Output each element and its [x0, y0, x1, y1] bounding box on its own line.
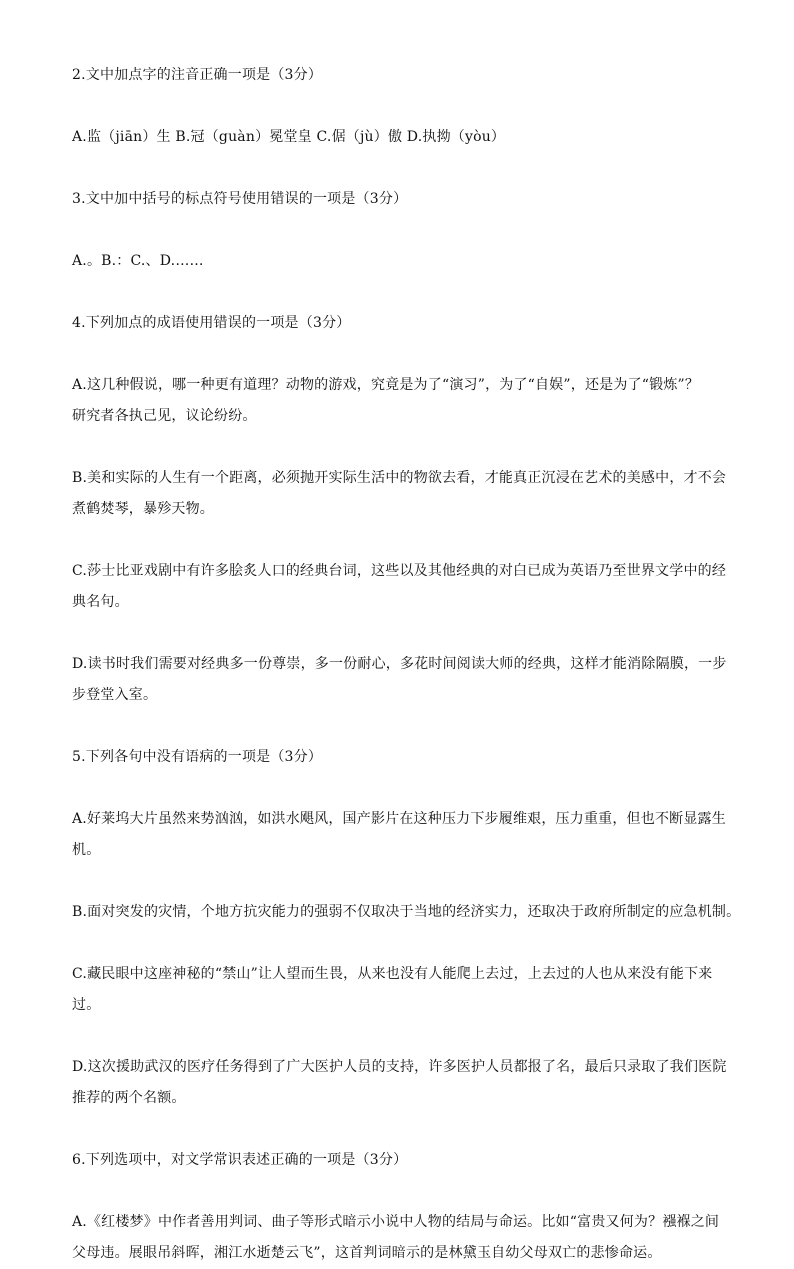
question-3-stem: 3.文中加中括号的标点符号使用错误的一项是（3分） — [72, 191, 408, 207]
spacer — [72, 711, 734, 742]
question-4-option-d-line-1: D.读书时我们需要对经典多一份尊崇，多一份耐心，多花时间阅读大师的经典，这样才能消除隔膜，一步 — [72, 656, 727, 672]
spacer — [72, 1114, 734, 1145]
question-5-option-c-line-2: 过。 — [72, 997, 101, 1013]
question-4-option-b-line-2: 煮鹤焚琴，暴殄天物。 — [72, 501, 214, 517]
question-4-option-c-line-2: 典名句。 — [72, 594, 129, 610]
spacer — [72, 773, 734, 804]
spacer — [72, 1021, 734, 1052]
spacer — [72, 91, 734, 122]
spacer — [72, 525, 734, 556]
question-6-stem: 6.下列选项中，对文学常识表述正确的一项是（3分） — [72, 1152, 408, 1168]
question-5-option-c-line-1: C.藏民眼中这座神秘的“禁山”让人望而生畏，从来也没有人能爬上去过，上去过的人也从来没有能下来 — [72, 966, 713, 982]
question-4-option-c-line-1: C.莎士比亚戏剧中有许多脍炙人口的经典台词，这些以及其他经典的对白已成为英语乃至世界文学中的经 — [72, 563, 727, 579]
question-5-option-b: B.面对突发的灾情，个地方抗灾能力的强弱不仅取决于当地的经济实力，还取决于政府所制定的应急机制。 — [72, 904, 741, 920]
question-5-option-d-line-1: D.这次援助武汉的医疗任务得到了广大医护人员的支持，许多医护人员都报了名，最后只录取了我们医院 — [72, 1059, 727, 1075]
spacer — [72, 432, 734, 463]
question-4-option-b-line-1: B.美和实际的人生有一个距离，必须抛开实际生活中的物欲去看，才能真正沉浸在艺术的美感中，才不会 — [72, 470, 727, 486]
spacer — [72, 1176, 734, 1207]
question-4-option-a-line-2: 研究者各执己见，议论纷纷。 — [72, 408, 257, 424]
question-2-options: A.监（jiān）生 B.冠（guàn）冕堂皇 C.倨（jù）傲 D.执拗（yòu） — [72, 129, 506, 145]
question-4-stem: 4.下列加点的成语使用错误的一项是（3分） — [72, 315, 351, 331]
question-5-option-d-line-2: 推荐的两个名额。 — [72, 1090, 186, 1106]
spacer — [72, 277, 734, 308]
question-4-option-d-line-2: 步登堂入室。 — [72, 687, 158, 703]
question-2-stem: 2.文中加点字的注音正确一项是（3分） — [72, 67, 323, 83]
spacer — [72, 339, 734, 370]
question-4-option-a-line-1: A.这几种假说，哪一种更有道理？动物的游戏，究竟是为了“演习”，为了“自娱”，还是为了“锻炼”？ — [72, 377, 700, 393]
spacer — [72, 215, 734, 246]
question-6-option-a-line-2: 父母违。展眼吊斜晖，湘江水逝楚云飞”，这首判词暗示的是林黛玉自幼父母双亡的悲惨命运。 — [72, 1245, 662, 1261]
question-5-option-a-line-1: A.好莱坞大片虽然来势汹汹，如洪水飓风，国产影片在这种压力下步履维艰，压力重重，但也不断显露生 — [72, 811, 726, 827]
spacer — [72, 928, 734, 959]
question-6-option-a-line-1: A.《红楼梦》中作者善用判词、曲子等形式暗示小说中人物的结局与命运。比如“富贵又何为？襁褓之间 — [72, 1214, 720, 1230]
spacer — [72, 618, 734, 649]
spacer — [72, 153, 734, 184]
spacer — [72, 866, 734, 897]
question-5-option-a-line-2: 机。 — [72, 842, 101, 858]
question-5-stem: 5.下列各句中没有语病的一项是（3分） — [72, 749, 323, 765]
question-3-options: A.。B.：C.、D.…… — [72, 253, 204, 269]
